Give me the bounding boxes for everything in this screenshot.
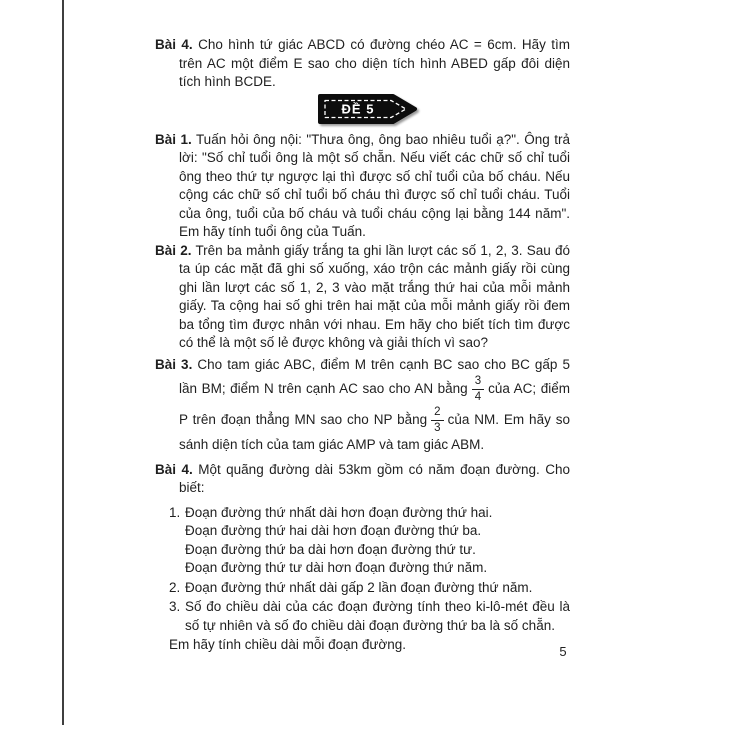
list-item-number: 1. xyxy=(169,504,181,520)
problem-text: Trên ba mảnh giấy trắng ta ghi lần lượt các số 1, 2, 3. Sau đó ta úp các mặt đã ghi số xuống, xáo trộn các mảnh giấy rồi cùng ghi lần lượt các số 1, 2, 3 vào mặt trắng thứ hai của mỗi mảnh giấy. Ta cộng hai số ghi trên hai mặt của mỗi mảnh giấy rồi đem ba tổng tìm được nhân với nhau. Em hãy cho biết tích tìm được có thể là một số lẻ được không và giải thích vì sao? xyxy=(179,242,570,350)
fraction-numerator: 2 xyxy=(431,406,443,421)
list-item-line: Đoạn đường thứ nhất dài hơn đoạn đường thứ hai. xyxy=(185,504,493,520)
page-number: 5 xyxy=(559,644,567,659)
problem-bai2 xyxy=(155,242,570,353)
problem-bai4 xyxy=(155,461,570,498)
list-item-body xyxy=(185,504,570,578)
badge-label: ĐỀ 5 xyxy=(341,101,374,116)
list-item-line: Đoạn đường thứ hai dài hơn đoạn đường thứ ba. xyxy=(185,523,482,538)
list-item-line: Số đo chiều dài của các đoạn đường tính theo ki-lô-mét đều là số tự nhiên và số đo chiều dài đoạn đường thứ ba là số chẵn. xyxy=(185,599,570,633)
page-content xyxy=(155,36,570,655)
list-item-number: 3. xyxy=(169,599,181,614)
page-edge-line xyxy=(62,0,64,725)
fraction-denominator: 4 xyxy=(474,391,482,403)
problem-text: Tuấn hỏi ông nội: "Thưa ông, ông bao nhiêu tuổi ạ?". Ông trả lời: "Số chỉ tuổi ông là một số chẵn. Nếu viết các chữ số chỉ tuổi ông theo thứ tự ngược lại thì được số chỉ tuổi của bố cháu. Nếu cộng các chữ số chỉ tuổi bố cháu thì được số chỉ tuổi cháu. Tuổi của ông, tuổi của bố cháu và tuổi cháu cộng lại bằng 144 năm". Em hãy tính tuổi ông của Tuấn. xyxy=(179,131,570,239)
list-item xyxy=(169,598,570,635)
problem-label: Bài 1. xyxy=(155,131,192,147)
problem-label: Bài 2. xyxy=(155,242,192,258)
arrow-tag-icon xyxy=(317,92,421,126)
list-item-line: Đoạn đường thứ nhất dài gấp 2 lần đoạn đường thứ năm. xyxy=(185,579,533,595)
list-item xyxy=(169,579,570,598)
problem-label: Bài 4. xyxy=(155,461,193,477)
fraction-three-fourths xyxy=(472,375,484,404)
problem-text: Cho hình tứ giác ABCD có đường chéo AC = 6cm. Hãy tìm trên AC một điểm E sao cho diện tích hình ABED gấp đôi diện tích hình BCDE. xyxy=(179,37,570,89)
fraction-two-thirds xyxy=(431,406,443,435)
condition-list xyxy=(169,504,570,636)
list-item xyxy=(169,504,570,578)
fraction-denominator: 3 xyxy=(434,422,441,434)
problem-label: Bài 4. xyxy=(155,37,193,52)
list-item-body xyxy=(185,579,570,598)
list-item-line: Đoạn đường thứ ba dài hơn đoạn đường thứ tư. xyxy=(185,541,476,557)
fraction-numerator: 3 xyxy=(472,375,484,390)
problem-outro: Em hãy tính chiều dài mỗi đoạn đường. xyxy=(169,637,407,652)
list-item-line: Đoạn đường thứ tư dài hơn đoạn đường thứ năm. xyxy=(185,560,488,575)
de5-badge xyxy=(167,92,570,126)
problem-text-segment: của AC; điểm P trên đoạn thẳng MN sao cho NP bằng xyxy=(179,381,570,428)
problem-text: Một quãng đường dài 53km gồm có năm đoạn đường. Cho biết: xyxy=(179,461,570,495)
problem-bai1 xyxy=(155,131,570,242)
problem-bai3 xyxy=(155,356,570,455)
problem-text-segment: của NM. Em hãy so sánh diện tích của tam giác AMP và tam giác ABM. xyxy=(179,412,570,452)
list-item-number: 2. xyxy=(169,579,181,595)
list-item-body xyxy=(185,598,570,635)
problem-text-segment: Cho tam giác ABC, điểm M trên cạnh BC sao cho BC gấp 5 lần BM; điểm N trên cạnh AC sao cho AN bằng xyxy=(179,356,570,397)
problem-prev-bai4 xyxy=(155,36,570,92)
problem-label: Bài 3. xyxy=(155,356,193,372)
